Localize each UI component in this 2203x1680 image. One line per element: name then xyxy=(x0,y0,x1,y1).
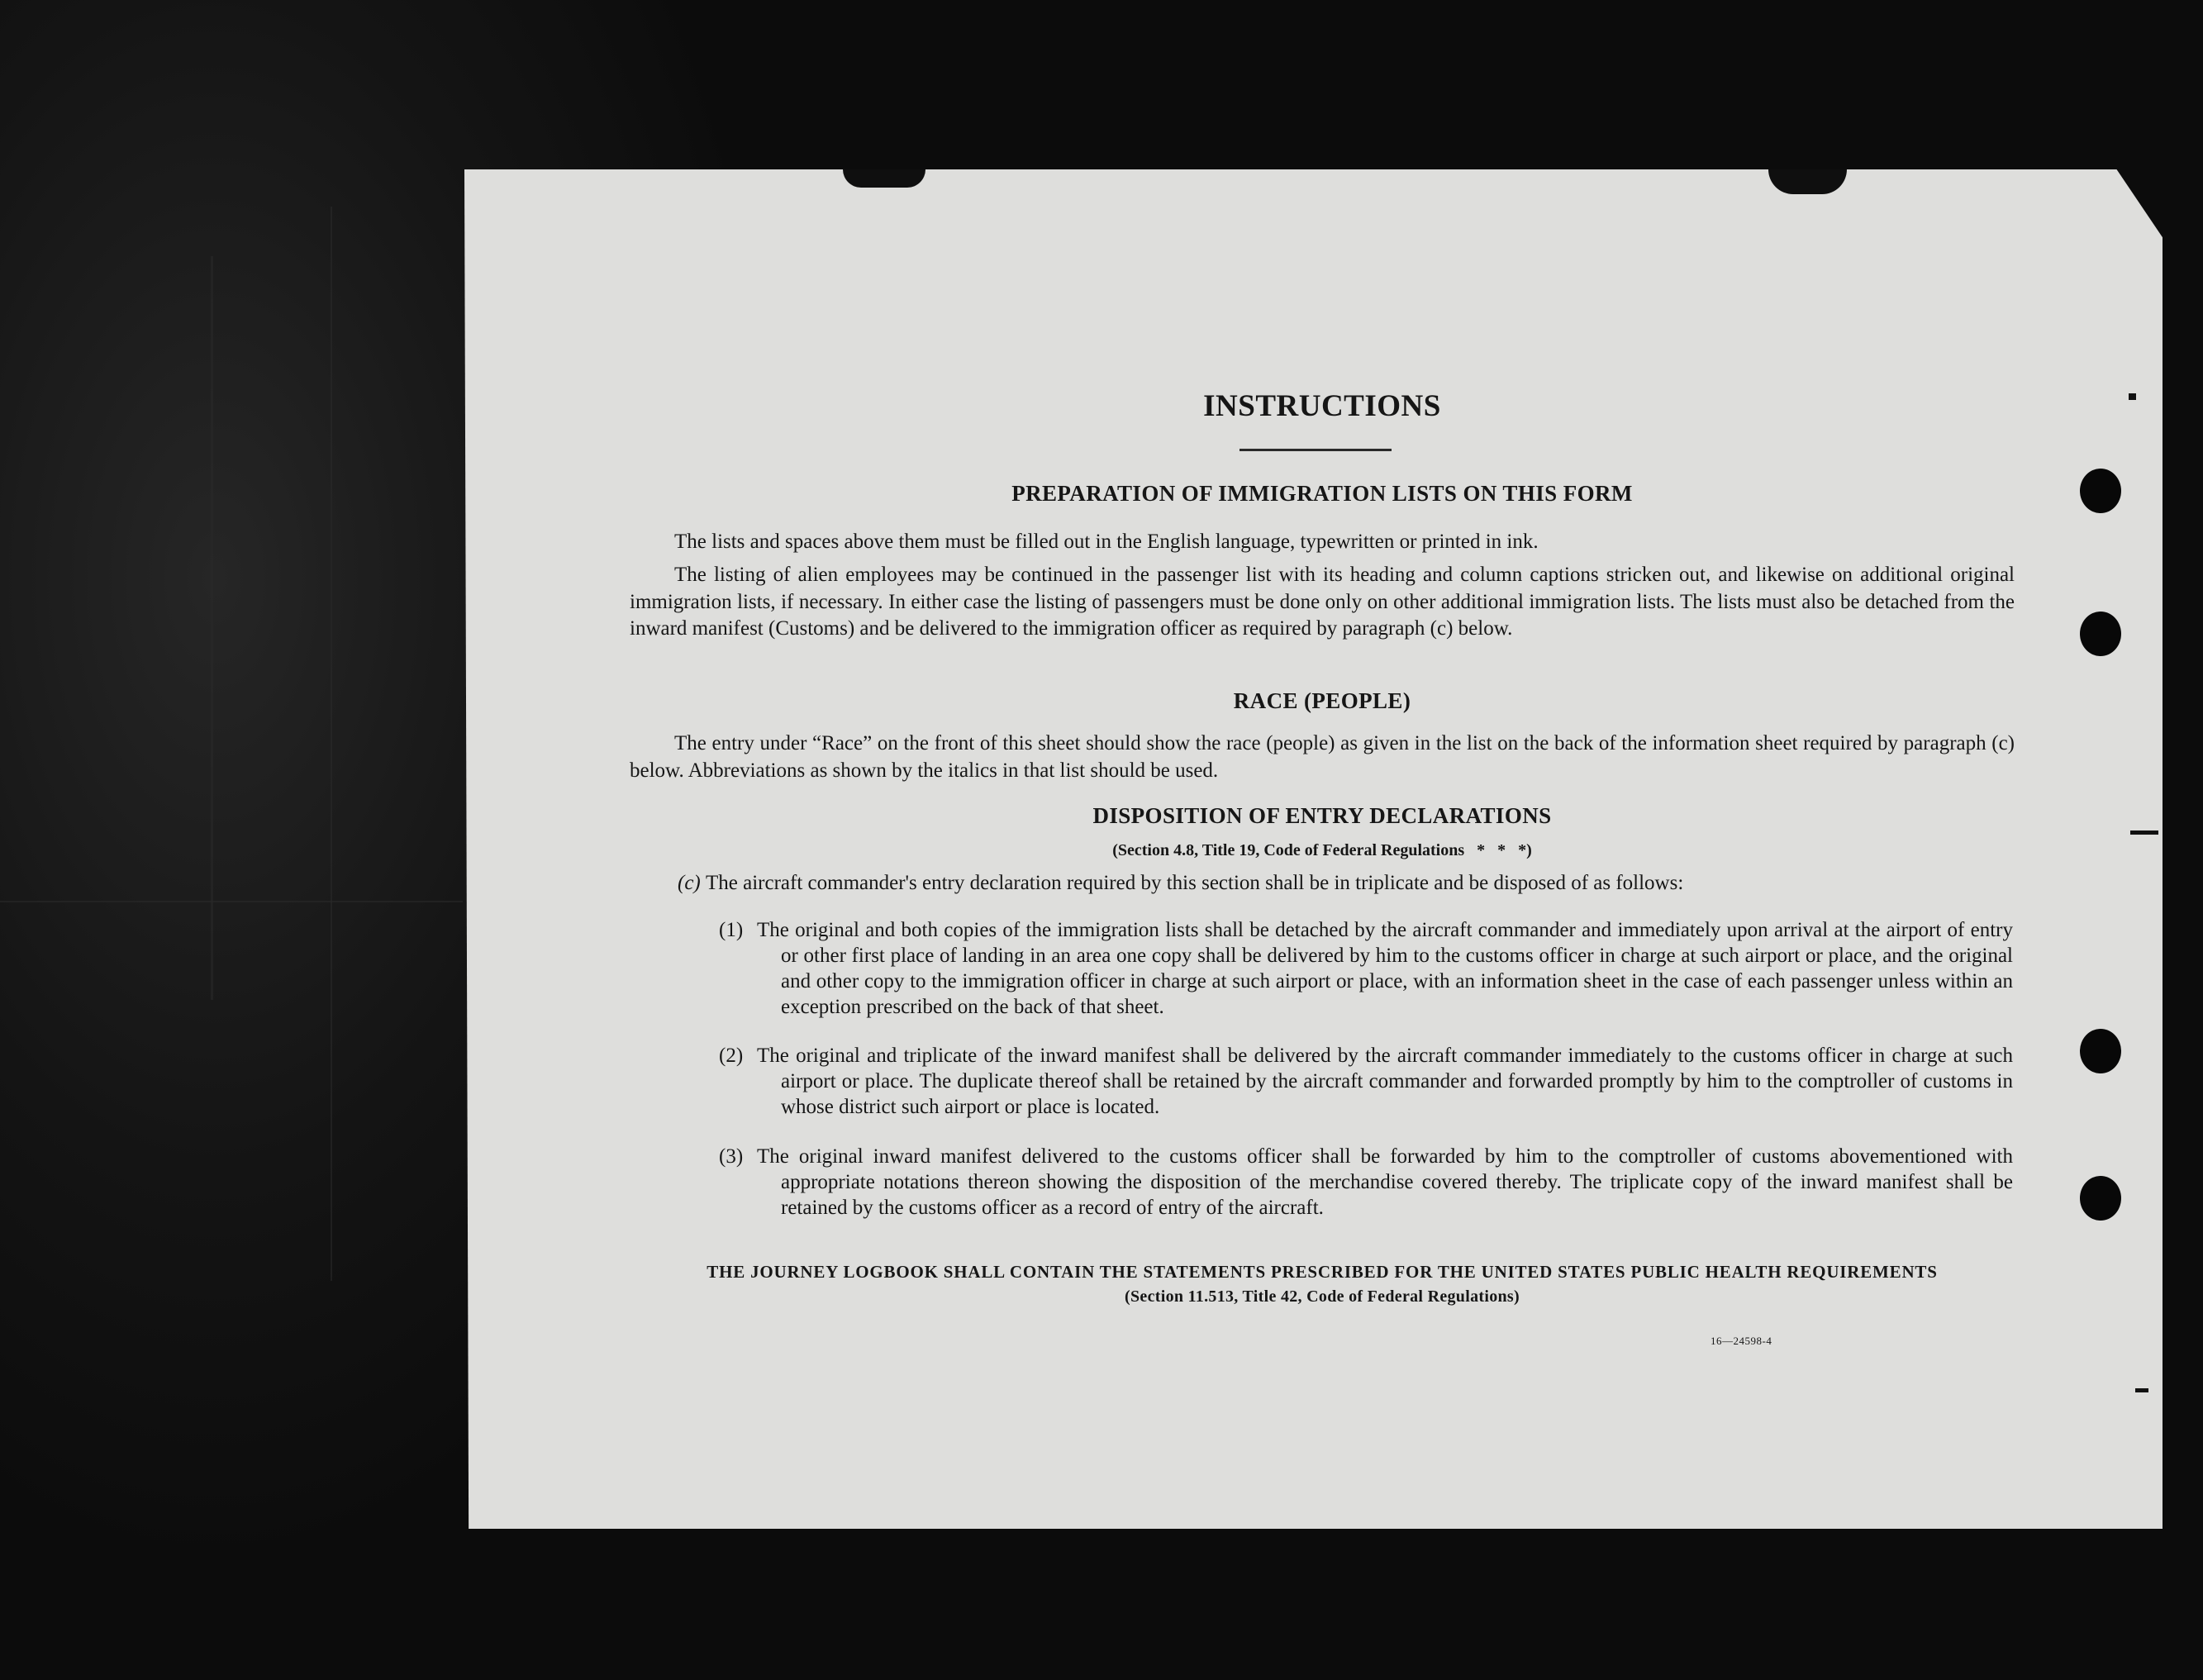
title-underline xyxy=(1239,449,1392,451)
page-title: INSTRUCTIONS xyxy=(1203,389,1441,423)
disposition-item-2 xyxy=(719,1043,2013,1120)
paragraph-marker: (c) xyxy=(678,872,701,894)
item-number: (3) xyxy=(719,1145,744,1168)
paragraph-text: The entry under “Race” on the front of this sheet should show the race (people) as given in the list on the back of the information sheet required by paragraph (c) below. Abbreviations as shown by the italics in that list should be used. xyxy=(630,732,2015,782)
disposition-intro xyxy=(678,870,2016,897)
form-code: 16—24598-4 xyxy=(1711,1335,1772,1347)
disposition-heading: DISPOSITION OF ENTRY DECLARATIONS xyxy=(1092,803,1552,828)
preparation-heading: PREPARATION OF IMMIGRATION LISTS ON THIS FORM xyxy=(1011,481,1633,506)
preparation-paragraph-2 xyxy=(630,562,2015,643)
race-heading: RACE (PEOPLE) xyxy=(1233,688,1411,713)
race-paragraph xyxy=(630,731,2015,784)
paragraph-text: The listing of alien employees may be continued in the passenger list with its heading and column captions stricken out, and likewise on additional original immigration lists, if necessary. In either case the listing of passengers must be done only on other additional immigration lists. The lists must also be detached from the inward manifest (Customs) and be delivered to the immigration officer as required by paragraph (c) below. xyxy=(630,564,2015,640)
item-number: (1) xyxy=(719,919,744,941)
paragraph-text: The aircraft commander's entry declaration required by this section shall be in triplicate and be disposed of as follows: xyxy=(706,872,1684,894)
item-text: The original inward manifest delivered to the customs officer shall be forwarded by him to the comptroller of customs abovementioned with appropriate notations thereon showing the disposition of the merchandise covered thereby. The triplicate copy of the inward manifest shall be retained by the customs officer as a record of entry of the aircraft. xyxy=(757,1145,2013,1219)
item-text: The original and both copies of the immigration lists shall be detached by the aircraft commander and immediately upon arrival at the airport of entry or other first place of landing in an area one copy shall be delivered by him to the customs officer in charge at such airport or place, and the original and other copy to the immigration officer in charge at such airport or place, with an information sheet in the case of each passenger unless within an exception prescribed on the back of that sheet. xyxy=(757,919,2013,1018)
item-text: The original and triplicate of the inward manifest shall be delivered by the aircraft commander immediately to the customs officer in charge at such airport or place. The duplicate thereof shall be retained by the aircraft commander and forwarded promptly by him to the comptroller of customs in whose district such airport or place is located. xyxy=(757,1045,2013,1118)
notice-line: THE JOURNEY LOGBOOK SHALL CONTAIN THE STATEMENTS PRESCRIBED FOR THE UNITED STATES PUBLIC HEALTH REQUIREMENTS xyxy=(707,1262,1938,1282)
paragraph-text: The lists and spaces above them must be filled out in the English language, typewritten or printed in ink. xyxy=(674,531,1539,553)
item-number: (2) xyxy=(719,1045,744,1067)
disposition-item-3 xyxy=(719,1144,2013,1221)
disposition-reference: (Section 4.8, Title 19, Code of Federal Regulations * * *) xyxy=(1112,841,1532,859)
public-health-notice xyxy=(630,1259,2015,1309)
notice-reference: (Section 11.513, Title 42, Code of Federal Regulations) xyxy=(1125,1287,1520,1306)
preparation-paragraph-1 xyxy=(630,529,2015,556)
disposition-item-1 xyxy=(719,917,2013,1020)
